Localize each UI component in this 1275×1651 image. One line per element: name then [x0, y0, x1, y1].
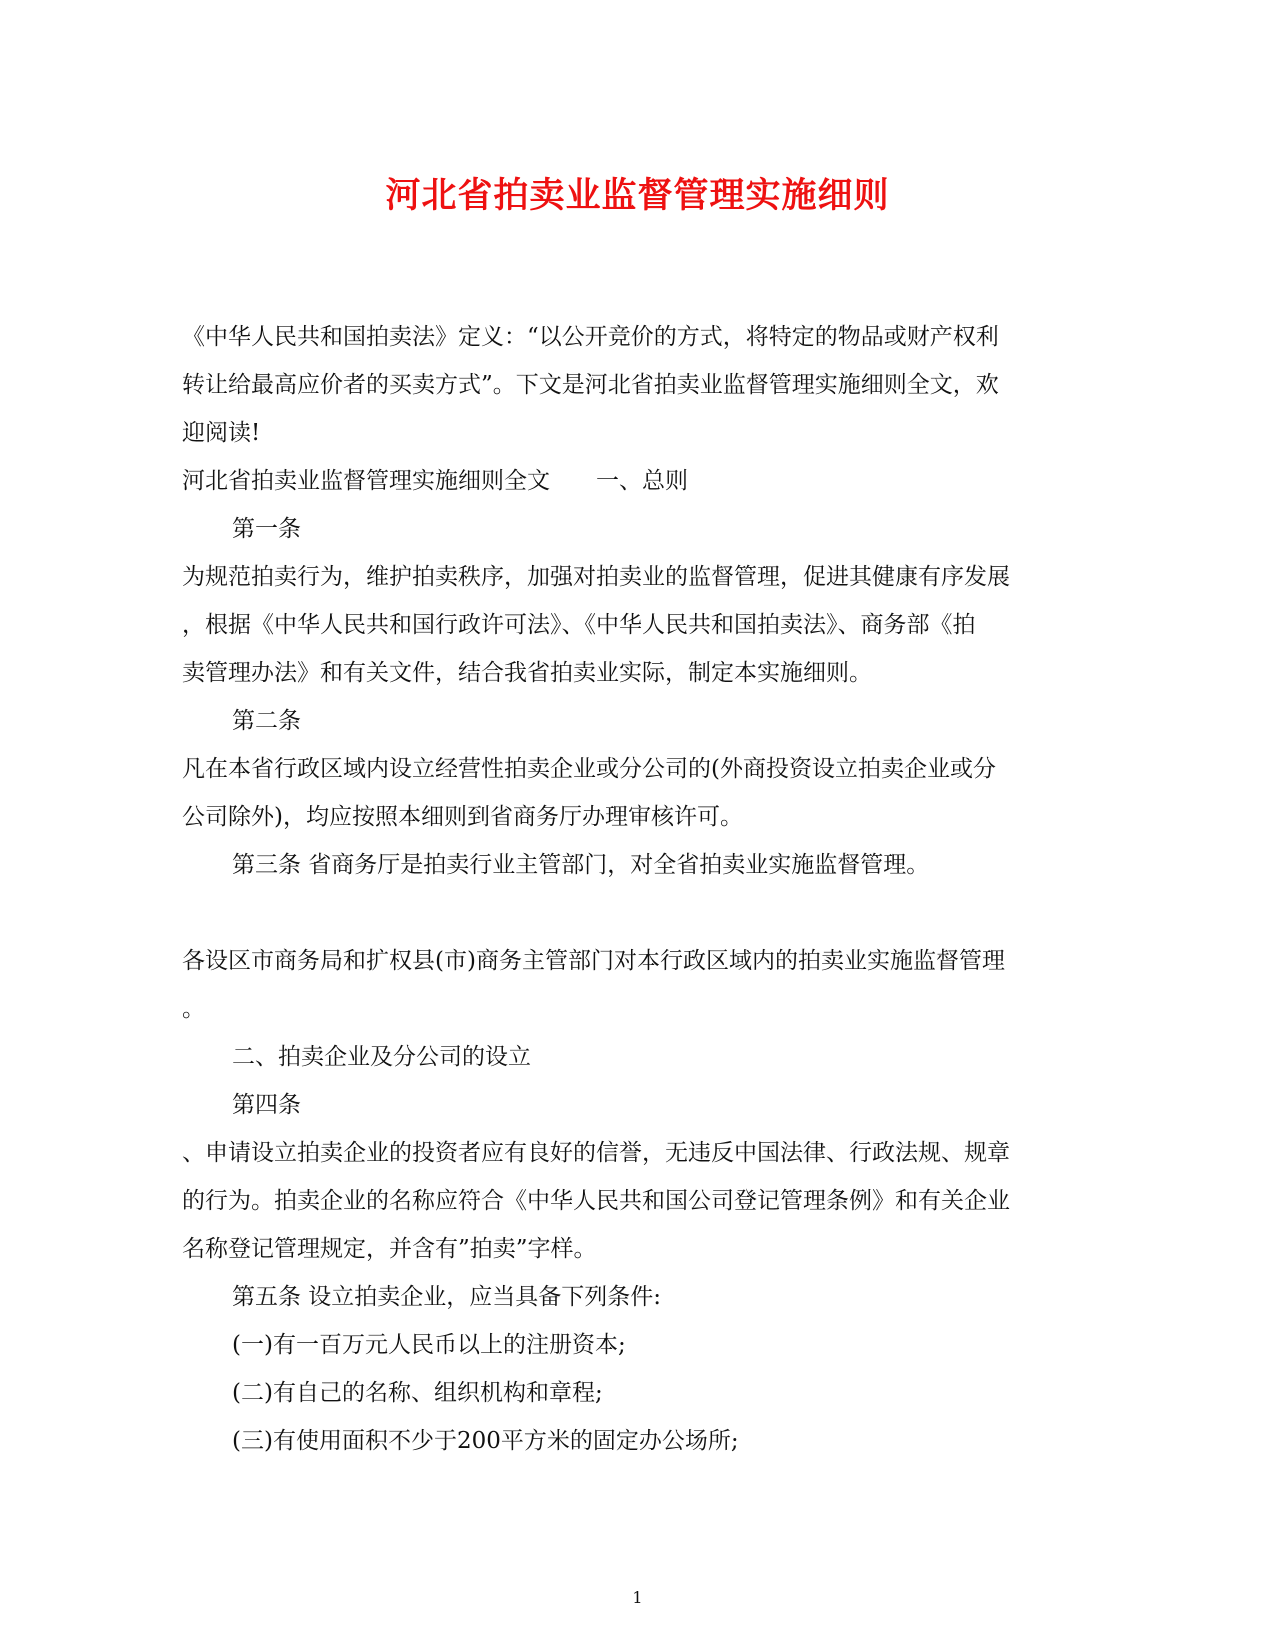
text-line: 卖管理办法》和有关文件，结合我省拍卖业实际，制定本实施细则。 [182, 660, 872, 686]
text-line: 凡在本省行政区域内设立经营性拍卖企业或分公司的(外商投资设立拍卖企业或分 [182, 756, 996, 782]
text-line: ，根据《中华人民共和国行政许可法》、《中华人民共和国拍卖法》、商务部《拍 [182, 612, 976, 638]
text-line: 。 [182, 996, 205, 1022]
text-line: 的行为。拍卖企业的名称应符合《中华人民共和国公司登记管理条例》和有关企业 [182, 1188, 1010, 1214]
article-heading: 第五条 设立拍卖企业，应当具备下列条件: [232, 1284, 662, 1310]
article-heading: 第二条 [232, 708, 301, 734]
text-line: 迎阅读! [182, 420, 261, 446]
text-line: 为规范拍卖行为，维护拍卖秩序，加强对拍卖业的监督管理，促进其健康有序发展 [182, 564, 1010, 590]
list-item: (一)有一百万元人民币以上的注册资本; [232, 1332, 626, 1358]
paragraph-gap [182, 889, 1062, 937]
article-heading: 第四条 [232, 1092, 301, 1118]
article-heading: 第一条 [232, 516, 301, 542]
text-line: 转让给最高应价者的买卖方式”。下文是河北省拍卖业监督管理实施细则全文，欢 [182, 372, 999, 398]
document-body [182, 313, 1062, 1465]
article-heading: 第三条 省商务厅是拍卖行业主管部门，对全省拍卖业实施监督管理。 [232, 852, 930, 878]
text-line: 《中华人民共和国拍卖法》定义：“以公开竞价的方式，将特定的物品或财产权利 [182, 324, 999, 350]
text-line: 各设区市商务局和扩权县(市)商务主管部门对本行政区域内的拍卖业实施监督管理 [182, 948, 1005, 974]
document-title: 河北省拍卖业监督管理实施细则 [385, 175, 890, 216]
section-heading: 二、拍卖企业及分公司的设立 [232, 1044, 531, 1070]
text-line: 名称登记管理规定，并含有”拍卖”字样。 [182, 1236, 597, 1262]
text-line: 、申请设立拍卖企业的投资者应有良好的信誉，无违反中国法律、行政法规、规章 [182, 1140, 1010, 1166]
text-line: 河北省拍卖业监督管理实施细则全文 一、总则 [182, 468, 688, 494]
page-number: 1 [632, 1588, 643, 1607]
text-line: 公司除外)，均应按照本细则到省商务厅办理审核许可。 [182, 804, 743, 830]
list-item: (三)有使用面积不少于200平方米的固定办公场所; [232, 1428, 739, 1454]
list-item: (二)有自己的名称、组织机构和章程; [232, 1380, 603, 1406]
